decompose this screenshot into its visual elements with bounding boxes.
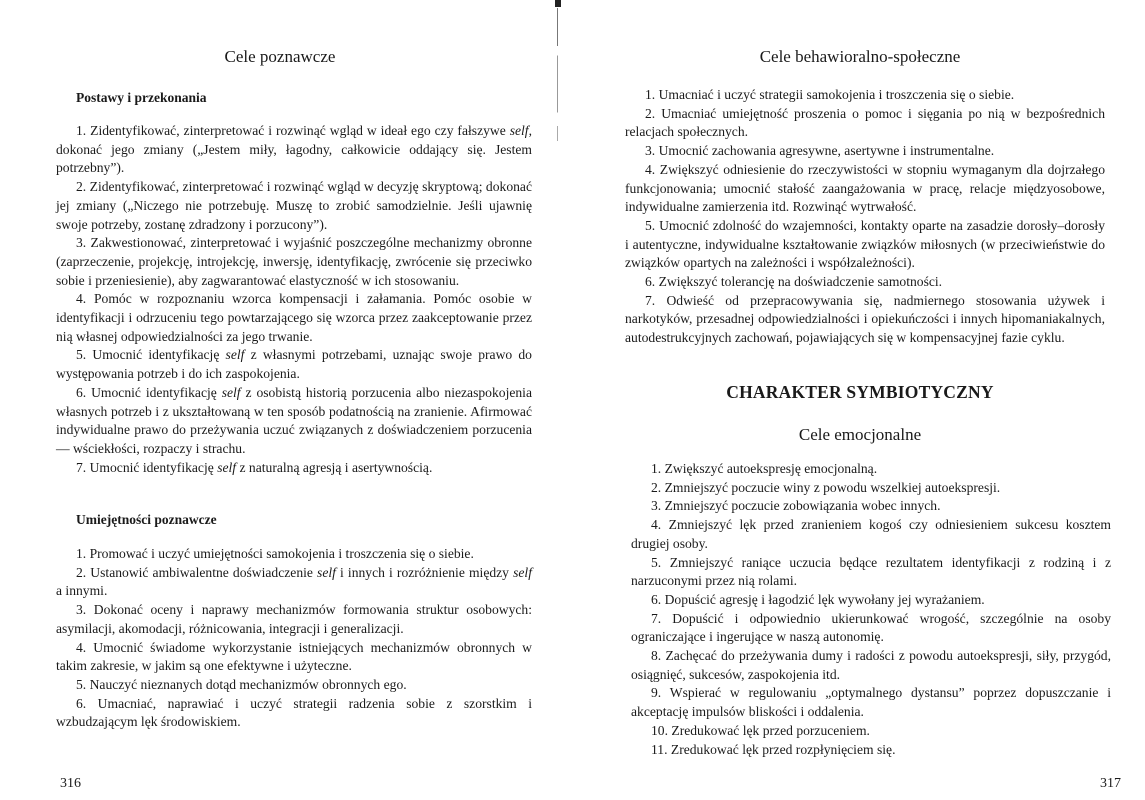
list-item: 3. Umocnić zachowania agresywne, asertywne i instrumentalne. (645, 143, 995, 159)
list-item: 5. Zmniejszyć raniące uczucia będące rezultatem identyfikacji z rodziną i z narzuconymi przez nią rolami. (631, 554, 1111, 589)
list-item: 2. Zmniejszyć poczucie winy z powodu wszelkiej autoekspresji. (651, 479, 1001, 495)
list-item: 11. Zredukować lęk przed rozpłynięciem się. (651, 741, 896, 757)
list-item: 5. Umocnić zdolność do wzajemności, kontakty oparte na zasadzie dorosły–dorosły i autentyczne, indywidualne kształtowanie związków miłosnych (w przeciwieństwie do związków opartych na zależności i współzależności). (625, 217, 1105, 271)
list-item: 6. Dopuścić agresję i łagodzić lęk wywołany jej wyrażaniem. (651, 591, 985, 607)
list-item: 1. Zidentyfikować, zinterpretować i rozwinąć wgląd w ideał ego czy fałszywe self, dokonać jego zmiany („Jestem miły, łagodny, całkowicie oddający się. Jestem potrzebny”). (56, 123, 532, 176)
section-title-emotional: Cele emocjonalne (798, 425, 922, 444)
chapter-heading: CHARAKTER SYMBIOTYCZNY (726, 382, 994, 402)
list-item: 3. Zakwestionować, zinterpretować i wyjaśnić poszczególne mechanizmy obronne (zaprzeczenie, projekcję, introjekcję, inwersję, identyfikację, zwrócenie się przeciwko sobie i przeniesienie), aby zagwarantować elastyczność w ich stosowaniu. (56, 235, 532, 288)
emotional-list (631, 460, 1111, 759)
list-item: 4. Zwiększyć odniesienie do rzeczywistości w stopniu wymaganym dla dojrzałego funkcjonowania; umocnić stałość zaangażowania w pracę, relacje międzyosobowe, indywidualne zamierzenia itd. Rozwinąć wytrwałość. (625, 161, 1105, 215)
right-page (575, 0, 1145, 800)
subheading-attitudes: Postawy i przekonania (76, 90, 207, 105)
page-number: 317 (1100, 776, 1121, 791)
list-item: 6. Umacniać, naprawiać i uczyć strategii radzenia sobie z szorstkim i wzbudzającym lęk środowiskiem. (56, 695, 532, 730)
section-title-cognitive: Cele poznawcze (224, 47, 336, 66)
list-item: 6. Zwiększyć tolerancję na doświadczenie samotności. (645, 274, 943, 290)
list-item: 1. Zwiększyć autoekspresję emocjonalną. (651, 461, 878, 476)
attitudes-list (56, 122, 532, 477)
list-item: 4. Zmniejszyć lęk przed zranieniem kogoś czy odniesieniem sukcesu kosztem drugiej osoby. (631, 517, 1111, 551)
list-item: 9. Wspierać w regulowaniu „optymalnego dystansu” poprzez dopuszczanie i akceptację impulsów bliskości i oddalenia. (631, 685, 1111, 720)
left-page (0, 0, 560, 800)
cognitive-skills-list (56, 545, 532, 732)
list-item: 8. Zachęcać do przeżywania dumy i radości z powodu autoekspresji, siły, przygód, osiągnięć, sukcesów, zaspokojenia itd. (631, 648, 1111, 682)
list-item: 2. Ustanowić ambiwalentne doświadczenie self i innych i rozróżnienie między self a innymi. (56, 564, 532, 599)
list-item: 2. Zidentyfikować, zinterpretować i rozwinąć wgląd w decyzję skryptową; dokonać jej zmiany („Niczego nie potrzebuję. Muszę to zrobić samodzielnie. Jeśli ujawnię swoje potrzeby, zostanę zdradzony i porzucony”). (56, 179, 532, 232)
list-item: 4. Umocnić świadome wykorzystanie istniejących mechanizmów obronnych w takim zakresie, w jakim są one efektywne i użyteczne. (56, 639, 532, 674)
list-item: 7. Umocnić identyfikację self z naturalną agresją i asertywnością. (76, 459, 433, 475)
list-item: 10. Zredukować lęk przed porzuceniem. (651, 722, 870, 738)
list-item: 2. Umacniać umiejętność proszenia o pomoc i sięgania po nią w bezpośrednich relacjach społecznych. (625, 105, 1105, 140)
page-number: 316 (60, 776, 81, 791)
list-item: 5. Nauczyć nieznanych dotąd mechanizmów obronnych ego. (76, 676, 407, 692)
list-item: 6. Umocnić identyfikację self z osobistą historią porzucenia albo niezaspokojenia własnych potrzeb i z ukształtowaną w ten sposób podatnością na zranienie. Afirmować indywidualne prawo do przeżywania uczuć związanych z doświadczeniem porzucenia — wściekłości, rozpaczy i strachu. (56, 384, 532, 456)
list-item: 1. Promować i uczyć umiejętności samokojenia i troszczenia się o siebie. (76, 546, 474, 561)
list-item: 4. Pomóc w rozpoznaniu wzorca kompensacji i załamania. Pomóc osobie w identyfikacji i odrzuceniu tego powtarzającego się wzorca przez zaakceptowanie przez nią własnej odpowiedzialności za jego trwanie. (56, 291, 532, 344)
subheading-cognitive-skills: Umiejętności poznawcze (76, 512, 217, 527)
list-item: 3. Zmniejszyć poczucie zobowiązania wobec innych. (651, 498, 941, 514)
section-title-behavioral: Cele behawioralno-społeczne (759, 47, 961, 66)
list-item: 5. Umocnić identyfikację self z własnymi potrzebami, uznając swoje prawo do występowania potrzeb i do ich zaspokojenia. (56, 347, 532, 382)
list-item: 3. Dokonać oceny i naprawy mechanizmów formowania struktur osobowych: asymilacji, akomodacji, różnicowania, integracji i generalizacji. (56, 602, 532, 636)
list-item: 7. Dopuścić i odpowiednio ukierunkować wrogość, szczególnie na osoby ograniczające i ingerujące w naszą autonomię. (631, 610, 1111, 645)
list-item: 7. Odwieść od przepracowywania się, nadmiernego stosowania używek i narkotyków, przesadnej odpowiedzialności i opiekuńczości i innych hipomaniakalnych, autodestrukcyjnych zachowań, pojawiających się w kompensacyjnej fazie cyklu. (625, 292, 1105, 346)
list-item: 1. Umacniać i uczyć strategii samokojenia i troszczenia się o siebie. (645, 87, 1015, 102)
behavioral-list (625, 86, 1105, 348)
